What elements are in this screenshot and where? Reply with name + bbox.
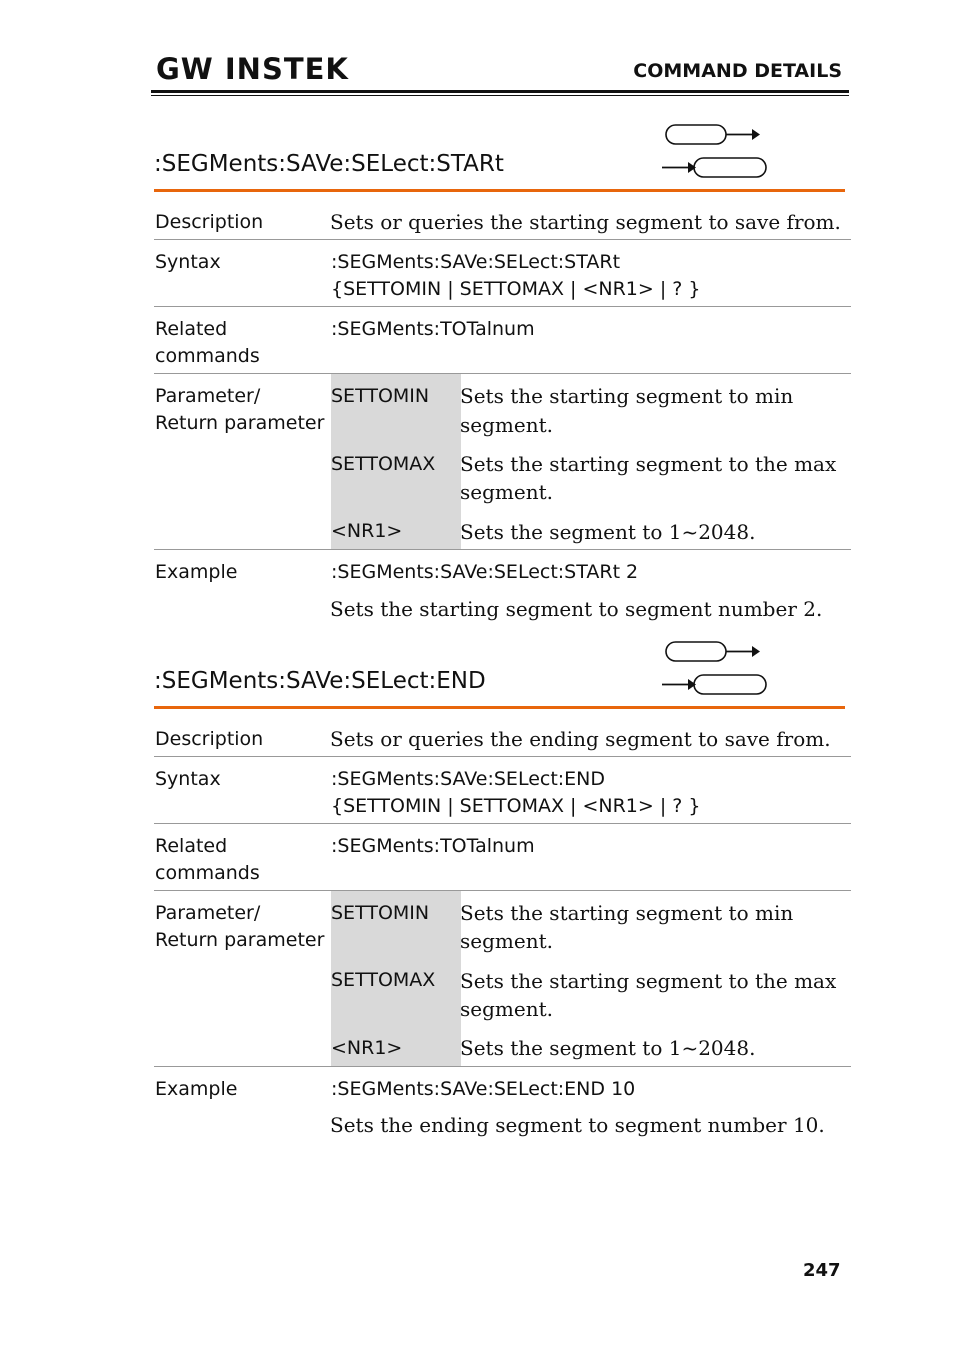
command-title: :SEGMents:SAVe:SELect:END <box>154 668 486 694</box>
param-name: SETTOMAX <box>331 453 436 475</box>
parameter-label: Parameter/ <box>155 902 261 924</box>
param-desc-2: segment. <box>460 480 553 504</box>
example-label: Example <box>155 561 238 583</box>
row-divider <box>154 373 851 374</box>
syntax-line-2: {SETTOMIN | SETTOMAX | <NR1> | ? } <box>331 278 701 300</box>
syntax-line-1: :SEGMents:SAVe:SELect:END <box>331 768 606 790</box>
param-desc-2: segment. <box>460 997 553 1021</box>
row-divider <box>154 756 851 757</box>
parameter-label-2: Return parameter <box>155 412 325 434</box>
description-text: Sets or queries the ending segment to save from. <box>330 727 831 751</box>
set-query-icon <box>660 122 770 180</box>
parameter-label-2: Return parameter <box>155 929 325 951</box>
param-name: SETTOMAX <box>331 969 436 991</box>
row-divider <box>154 239 851 240</box>
related-label: Related <box>155 835 228 857</box>
parameter-label: Parameter/ <box>155 385 261 407</box>
brand-logo: GW INSTEK <box>156 52 349 86</box>
description-label: Description <box>155 211 264 233</box>
row-divider <box>154 549 851 550</box>
description-label: Description <box>155 728 264 750</box>
related-label-2: commands <box>155 345 260 367</box>
row-divider <box>154 823 851 824</box>
related-command: :SEGMents:TOTalnum <box>331 318 535 340</box>
page-number: 247 <box>803 1260 841 1281</box>
param-name: <NR1> <box>331 520 403 542</box>
syntax-line-2: {SETTOMIN | SETTOMAX | <NR1> | ? } <box>331 795 701 817</box>
param-name: <NR1> <box>331 1037 403 1059</box>
param-desc: Sets the segment to 1~2048. <box>460 520 756 544</box>
related-label: Related <box>155 318 228 340</box>
example-label: Example <box>155 1078 238 1100</box>
example-command: :SEGMents:SAVe:SELect:STARt 2 <box>331 561 639 583</box>
param-desc-2: segment. <box>460 413 553 437</box>
param-name: SETTOMIN <box>331 385 430 407</box>
header-rule-thin <box>151 95 849 96</box>
syntax-line-1: :SEGMents:SAVe:SELect:STARt <box>331 251 621 273</box>
section-title: COMMAND DETAILS <box>633 60 842 82</box>
title-rule <box>154 189 845 192</box>
syntax-label: Syntax <box>155 251 221 273</box>
related-command: :SEGMents:TOTalnum <box>331 835 535 857</box>
row-divider <box>154 306 851 307</box>
description-text: Sets or queries the starting segment to save from. <box>330 210 841 234</box>
row-divider <box>154 1066 851 1067</box>
param-desc: Sets the starting segment to the max <box>460 452 837 476</box>
example-description: Sets the starting segment to segment number 2. <box>330 597 823 621</box>
param-desc-2: segment. <box>460 929 553 953</box>
param-desc: Sets the starting segment to the max <box>460 969 837 993</box>
set-query-icon <box>660 639 770 697</box>
param-name: SETTOMIN <box>331 902 430 924</box>
param-desc: Sets the starting segment to min <box>460 901 794 925</box>
param-desc: Sets the segment to 1~2048. <box>460 1036 756 1060</box>
command-title: :SEGMents:SAVe:SELect:STARt <box>154 151 504 177</box>
title-rule <box>154 706 845 709</box>
param-desc: Sets the starting segment to min <box>460 384 794 408</box>
syntax-label: Syntax <box>155 768 221 790</box>
example-description: Sets the ending segment to segment number 10. <box>330 1113 825 1137</box>
related-label-2: commands <box>155 862 260 884</box>
row-divider <box>154 890 851 891</box>
header-rule <box>151 90 849 93</box>
example-command: :SEGMents:SAVe:SELect:END 10 <box>331 1078 636 1100</box>
